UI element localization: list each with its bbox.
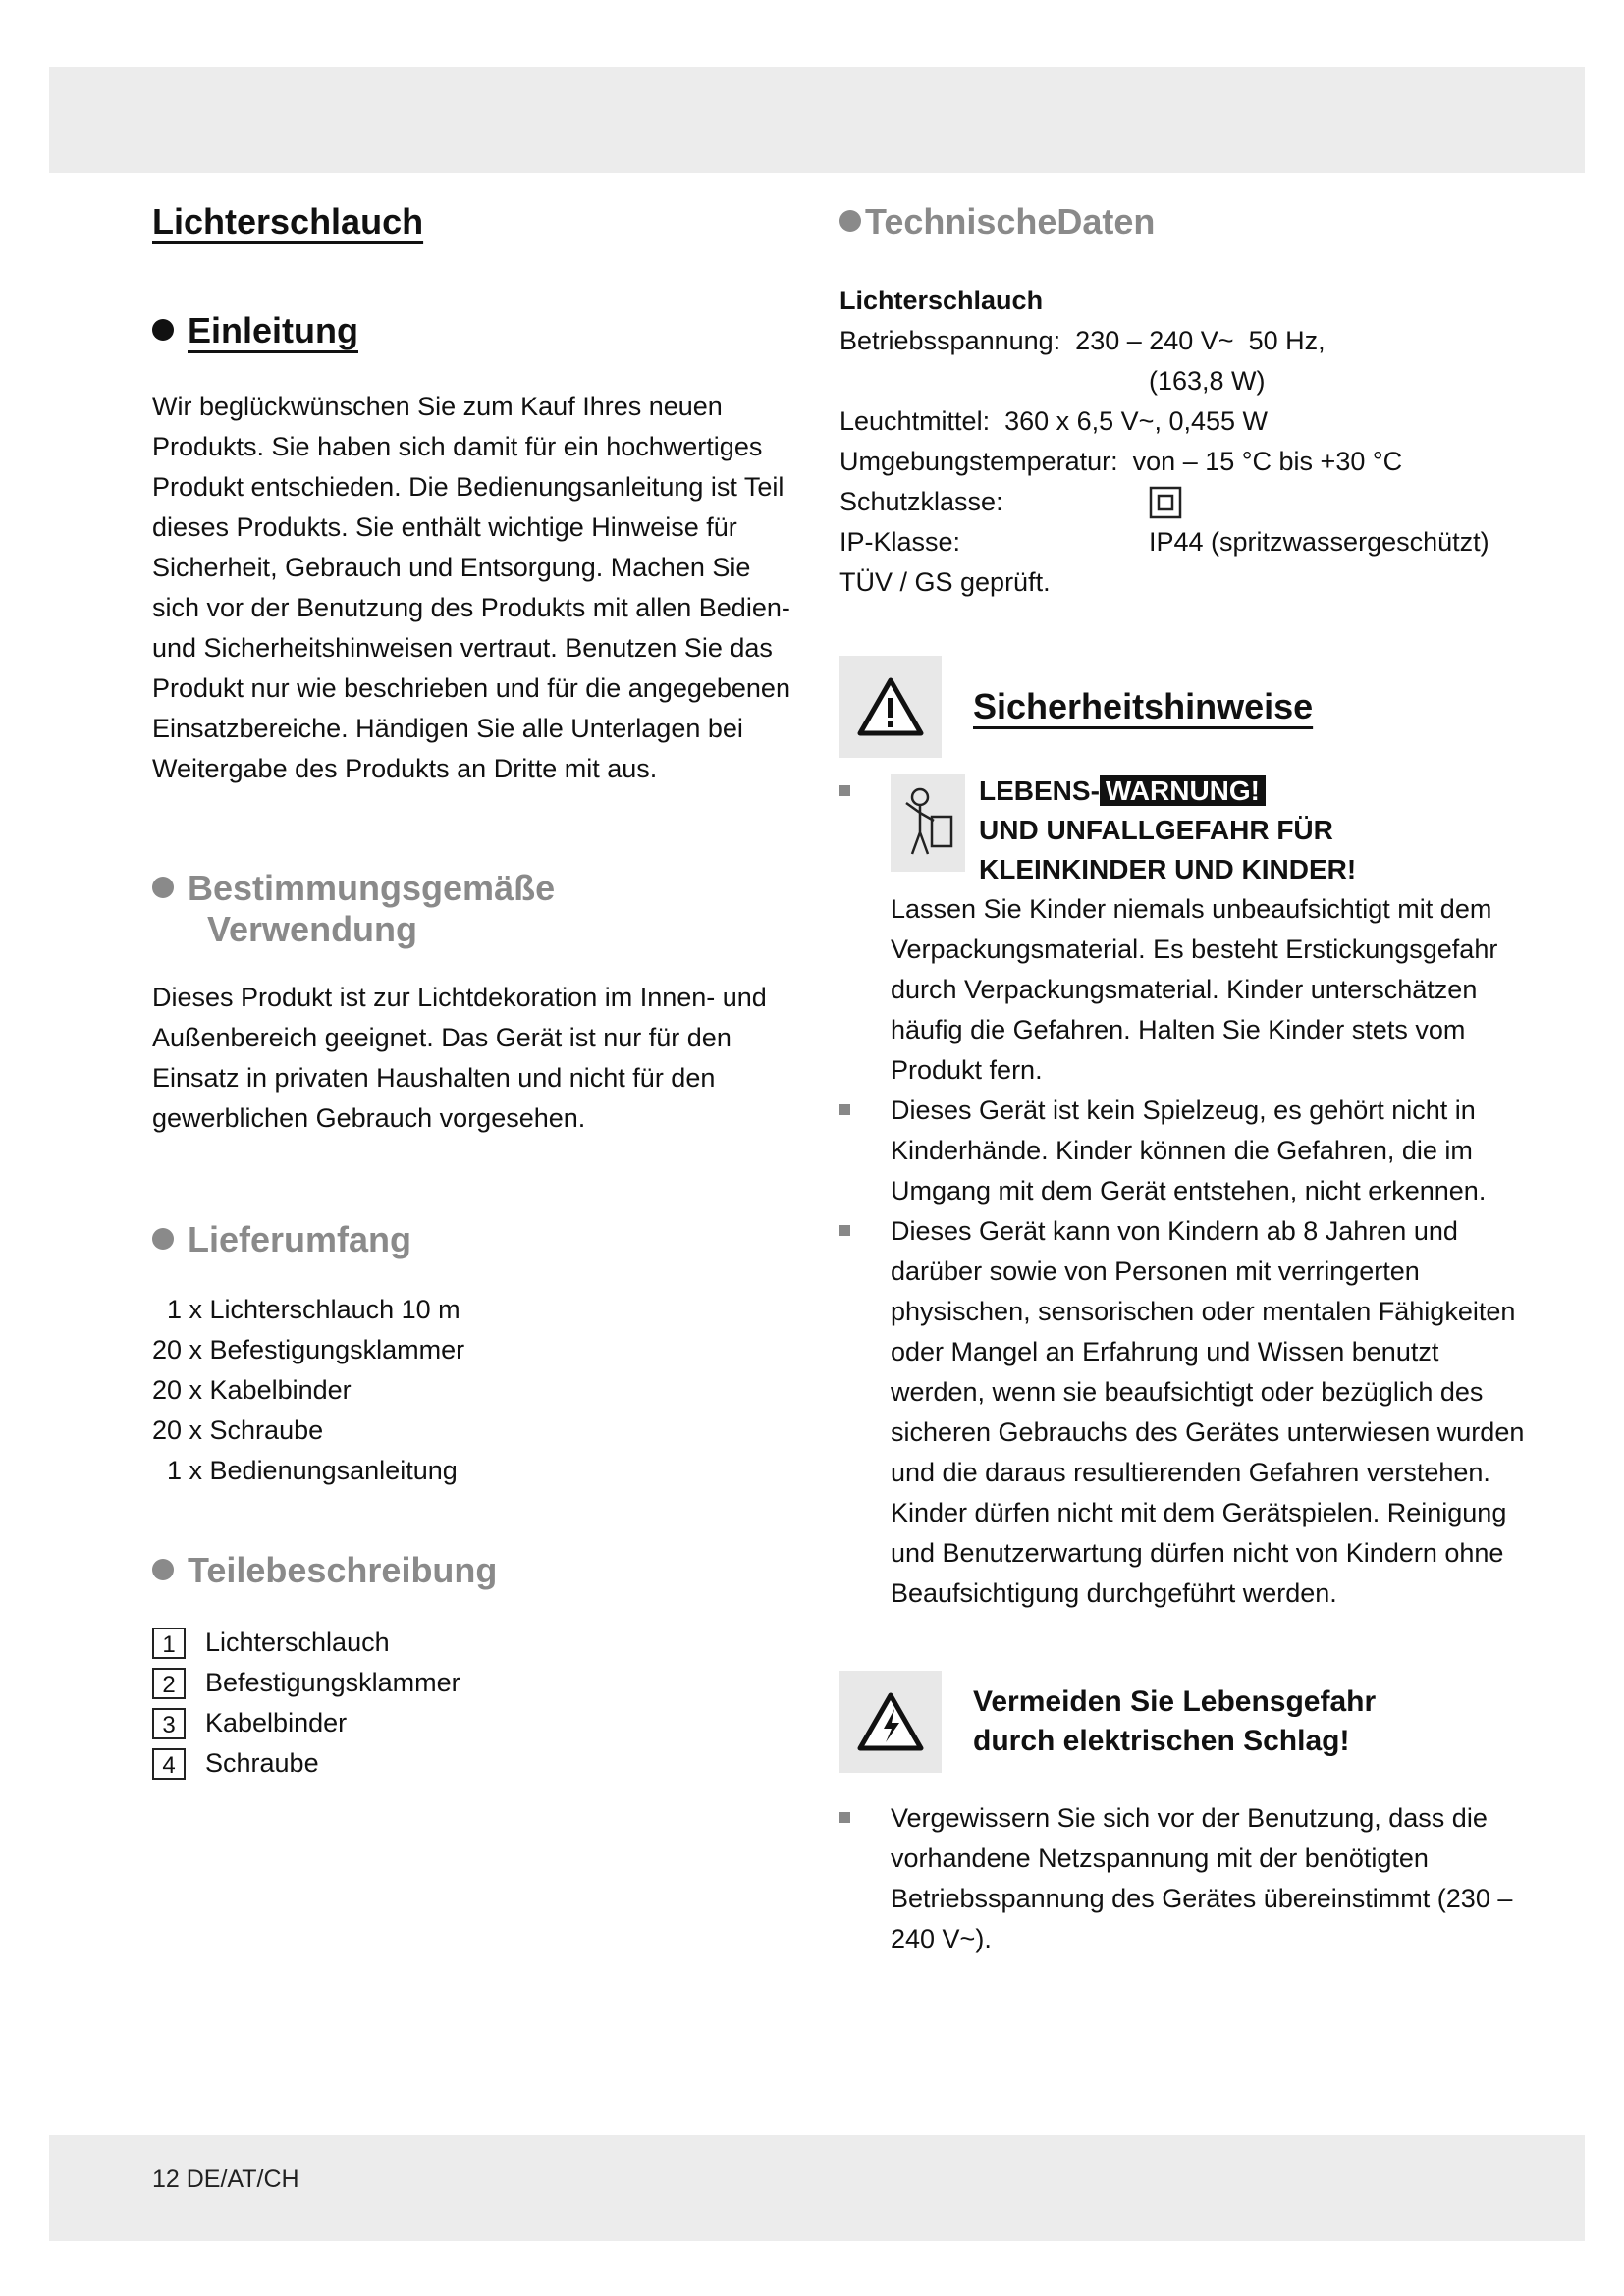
table-row xyxy=(839,361,1527,401)
technische-daten-table xyxy=(839,321,1527,603)
technische-daten-subheading: Lichterschlauch xyxy=(839,286,1044,315)
section-lieferumfang-heading xyxy=(152,1219,800,1260)
bullet-square-icon xyxy=(839,1812,850,1823)
sicherheit-heading xyxy=(839,656,1527,758)
kinder-ab-8-text: Dieses Gerät kann von Kindern ab 8 Jahren und darüber sowie von Personen mit verringerten physischen, sensorischen oder mentalen Fähigkeiten oder Mangel an Erfahrung und Wissen benutzt werden, wenn sie beaufsichtigt oder bezüglich des sicheren Gebrauchs des Gerätes unterwiesen wurden und die daraus resultierenden Gefahren verstehen. Kinder dürfen nicht mit dem Gerätspielen. Reinigung und Benutzerwartung dürfen nicht von Kindern ohne Beaufsichtigung durchgeführt werden. xyxy=(891,1216,1525,1608)
list-item: 20 x Kabelbinder xyxy=(152,1375,352,1405)
table-row xyxy=(839,562,1527,603)
right-column xyxy=(839,192,1527,1959)
bullet-dot-icon xyxy=(152,877,174,898)
netzspannung-text: Vergewissern Sie sich vor der Benutzung, dass die vorhandene Netzspannung mit der benötigten Betriebsspannung des Gerätes übereinstimmt (230 – 240 V~). xyxy=(891,1803,1513,1953)
row-value: 360 x 6,5 V~, 0,455 W xyxy=(1004,406,1268,436)
list-item xyxy=(152,1703,800,1743)
list-item xyxy=(839,1091,1527,1211)
row-value: von – 15 °C bis +30 °C xyxy=(1132,447,1403,476)
bullet-dot-icon xyxy=(152,319,174,341)
bestimmung-heading-line2: Verwendung xyxy=(207,909,418,949)
row-label: Umgebungstemperatur: xyxy=(839,447,1133,476)
part-label: Lichterschlauch xyxy=(205,1628,390,1657)
table-row xyxy=(839,401,1527,442)
bullet-square-icon xyxy=(839,1104,850,1115)
warning-triangle-icon xyxy=(839,656,942,758)
part-label: Kabelbinder xyxy=(205,1708,348,1737)
list-item: 1 x Bedienungsanleitung xyxy=(152,1456,458,1485)
warning-children-item xyxy=(839,772,1527,1091)
part-number: 3 xyxy=(152,1708,186,1739)
warning-children-text: Lassen Sie Kinder niemals unbeaufsichtigt mit dem Verpackungsmaterial. Es besteht Erstickungsgefahr durch Verpackungsmaterial. Kinder unterschätzen häufig die Gefahren. Halten Sie Kinder stets vom Produkt fern. xyxy=(891,894,1498,1085)
bestimmung-text: Dieses Produkt ist zur Lichtdekoration im Innen- und Außenbereich geeignet. Das Gerät ist nur für den Einsatz in privaten Haushalten und nicht für den gewerblichen Gebrauch vorgesehen. xyxy=(152,983,767,1133)
child-warning-icon xyxy=(891,774,965,872)
warning-badge: WARNUNG! xyxy=(1100,775,1266,806)
table-row xyxy=(839,442,1527,482)
part-label: Schraube xyxy=(205,1748,319,1778)
lieferumfang-heading-text: Lieferumfang xyxy=(188,1219,412,1259)
part-number: 4 xyxy=(152,1748,186,1780)
list-item xyxy=(839,1211,1527,1614)
section-teile-heading xyxy=(152,1550,800,1591)
elektrisch-title xyxy=(973,1682,1376,1761)
warning-line3: KLEINKINDER UND KINDER! xyxy=(979,854,1357,884)
spielzeug-text: Dieses Gerät ist kein Spielzeug, es gehört nicht in Kinderhände. Kinder können die Gefahren, die im Umgang mit dem Gerät entstehen, nicht erkennen. xyxy=(891,1095,1487,1205)
row-label: Leuchtmittel: xyxy=(839,406,1005,436)
list-item: 20 x Schraube xyxy=(152,1415,324,1445)
list-item xyxy=(152,1663,800,1703)
teile-list xyxy=(152,1623,800,1784)
row-label xyxy=(839,361,1149,401)
part-label: Befestigungsklammer xyxy=(205,1668,460,1697)
technische-daten-heading-text: TechnischeDaten xyxy=(865,201,1156,241)
list-item: 1 x Lichterschlauch 10 m xyxy=(152,1295,460,1324)
einleitung-text: Wir beglückwünschen Sie zum Kauf Ihres neuen Produkts. Sie haben sich damit für ein hochwertiges Produkt entschieden. Die Bedienungsanleitung ist Teil dieses Produkts. Sie enthält wichtige Hinweise für Sicherheit, Gebrauch und Entsorgung. Machen Sie sich vor der Benutzung des Produkts mit allen Bedien- und Sicherheitshinweisen vertraut. Benutzen Sie das Produkt nur wie beschrieben und für die angegebenen Einsatzbereiche. Händigen Sie alle Unterlagen bei Weitergabe des Produkts an Dritte mit aus. xyxy=(152,392,790,783)
bullet-dot-icon xyxy=(839,210,861,232)
page-footer: 12 DE/AT/CH xyxy=(152,2165,299,2193)
list-item xyxy=(152,1623,800,1663)
section-einleitung-heading xyxy=(152,310,800,351)
list-item xyxy=(839,1798,1527,1959)
elektrisch-title-line2: durch elektrischen Schlag! xyxy=(973,1725,1350,1757)
row-label: IP-Klasse: xyxy=(839,527,961,557)
section-technische-daten-heading xyxy=(839,192,1527,251)
row-label: Betriebsspannung: xyxy=(839,326,1076,355)
part-number: 2 xyxy=(152,1668,186,1699)
row-value: 230 – 240 V~ 50 Hz, xyxy=(1075,326,1326,355)
page-title: Lichterschlauch xyxy=(152,201,424,241)
header-band xyxy=(49,67,1585,173)
electric-shock-warning-icon xyxy=(839,1671,942,1773)
lieferumfang-list xyxy=(152,1290,800,1491)
warning-prefix: LEBENS- xyxy=(979,775,1100,806)
row-value: IP44 (spritzwassergeschützt) xyxy=(1149,527,1489,557)
bullet-dot-icon xyxy=(152,1559,174,1580)
list-item xyxy=(152,1743,800,1784)
row-label: TÜV / GS geprüft. xyxy=(839,567,1051,597)
table-row xyxy=(839,321,1527,361)
bullet-dot-icon xyxy=(152,1228,174,1250)
bestimmung-heading-line1: Bestimmungsgemäße xyxy=(188,868,556,908)
row-value: (163,8 W) xyxy=(1149,366,1266,396)
elektrisch-heading xyxy=(839,1671,1527,1773)
list-item: 20 x Befestigungsklammer xyxy=(152,1335,465,1364)
warning-title xyxy=(891,772,1527,889)
section-bestimmung-heading xyxy=(152,868,800,950)
sicherheit-heading-text: Sicherheitshinweise xyxy=(973,686,1314,726)
teile-heading-text: Teilebeschreibung xyxy=(188,1550,498,1590)
warning-line2: UND UNFALLGEFAHR FÜR xyxy=(979,815,1333,845)
part-number: 1 xyxy=(152,1628,186,1659)
row-label: Schutzklasse: xyxy=(839,487,1003,516)
table-row xyxy=(839,522,1527,562)
elektrisch-title-line1: Vermeiden Sie Lebensgefahr xyxy=(973,1685,1377,1718)
protection-class-ii-icon xyxy=(1149,482,1182,522)
bullet-square-icon xyxy=(839,785,850,796)
bullet-square-icon xyxy=(839,1225,850,1236)
table-row xyxy=(839,482,1527,522)
left-column xyxy=(152,192,800,1784)
einleitung-heading-text: Einleitung xyxy=(188,310,358,350)
